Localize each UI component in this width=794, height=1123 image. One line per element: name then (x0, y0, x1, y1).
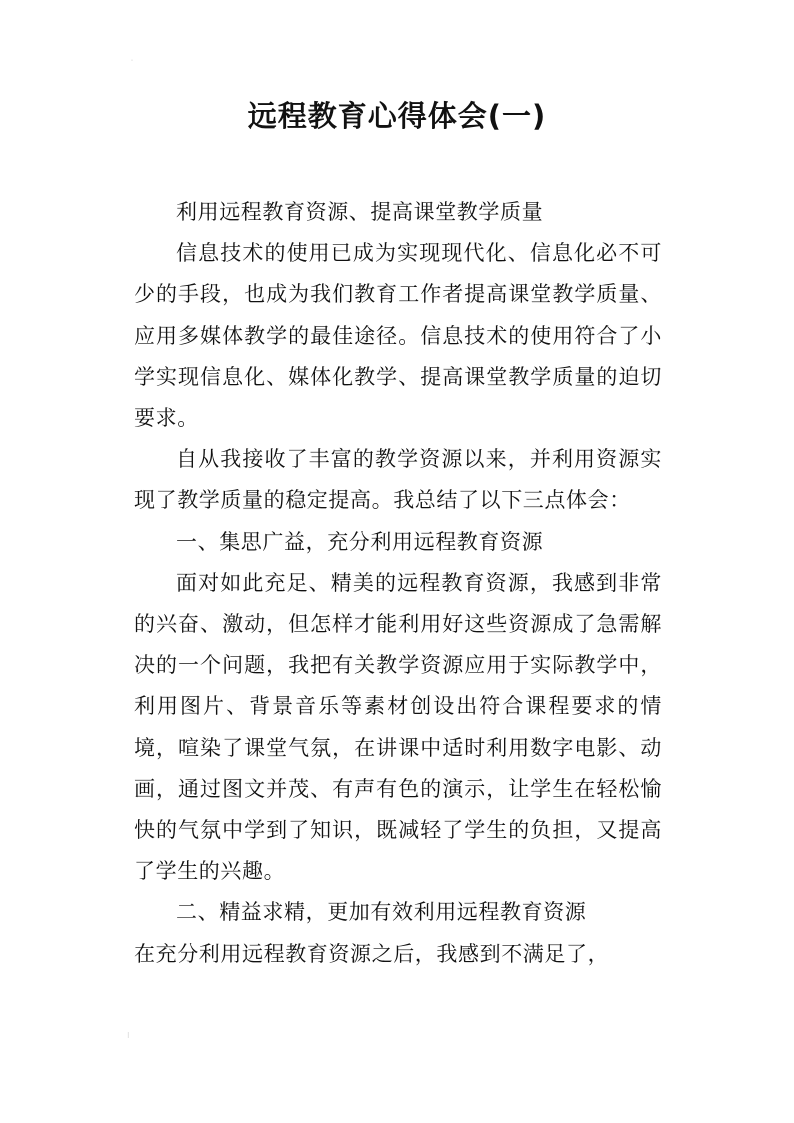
bottom-left-corner-mark: ⁝ (127, 1031, 130, 1040)
paragraph-resource-use: 面对如此充足、精美的远程教育资源，我感到非常的兴奋、激动，但怎样才能利用好这些资源成了急需解决的一个问题，我把有关教学资源应用于实际教学中，利用图片、背景音乐等素材创设出符合课程要求的情境，喧染了课堂气氛，在讲课中适时利用数字电影、动画，通过图文并茂、有声有色的演示，让学生在轻松愉快的气氛中学到了知识，既减轻了学生的负担，又提高了学生的兴趣。 (134, 570, 662, 884)
document-body (134, 192, 662, 975)
section-heading-two: 二、精益求精，更加有效利用远程教育资源 (176, 900, 587, 925)
top-left-corner-mark: ˙ (130, 59, 134, 68)
paragraph-info-tech: 信息技术的使用已成为实现现代化、信息化必不可少的手段，也成为我们教育工作者提高课堂教学质量、应用多媒体教学的最佳途径。信息技术的使用符合了小学实现信息化、媒体化教学、提高课堂教学质量的迫切要求。 (134, 241, 662, 431)
paragraph-experience-summary: 自从我接收了丰富的教学资源以来，并利用资源实现了教学质量的稳定提高。我总结了以下三点体会： (134, 447, 662, 513)
paragraph-continued: 在充分利用远程教育资源之后，我感到不满足了， (134, 941, 610, 966)
document-title: 远程教育心得体会(一) (247, 99, 547, 133)
section-heading-intro: 利用远程教育资源、提高课堂教学质量 (176, 200, 544, 224)
section-heading-one: 一、集思广益，充分利用远程教育资源 (176, 529, 544, 554)
